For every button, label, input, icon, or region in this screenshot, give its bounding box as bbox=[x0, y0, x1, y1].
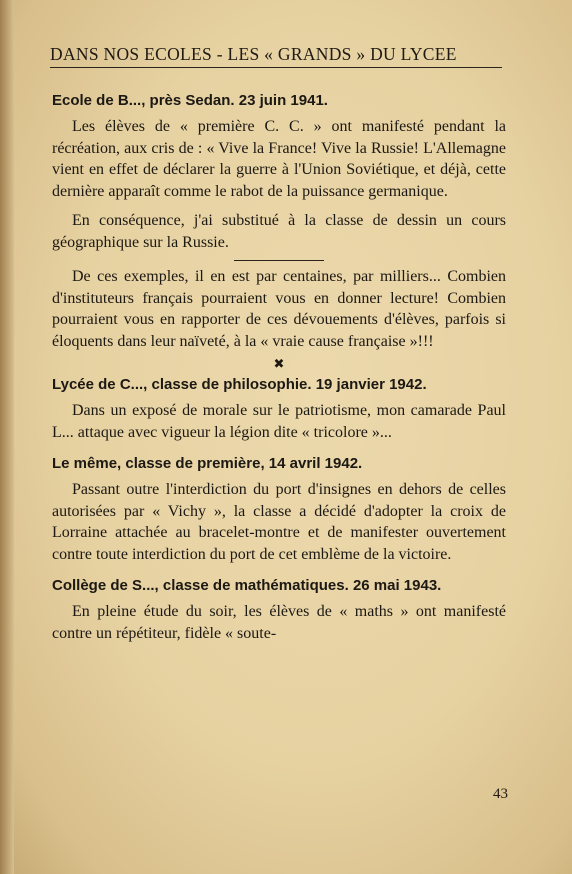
page-body bbox=[52, 90, 506, 644]
paragraph-sedan-2: En conséquence, j'ai substitué à la classe de dessin un cours géographique sur la Russie. bbox=[52, 212, 506, 251]
section-heading-philosophie: Lycée de C..., classe de philosophie. 19 janvier 1942. bbox=[52, 376, 427, 393]
page-number: 43 bbox=[493, 786, 508, 802]
running-header: DANS NOS ECOLES - LES « GRANDS » DU LYCEE bbox=[50, 44, 502, 68]
section-heading-sedan: Ecole de B..., près Sedan. 23 juin 1941. bbox=[52, 92, 328, 109]
section-heading-premiere: Le même, classe de première, 14 avril 1942. bbox=[52, 455, 363, 472]
section-divider-rule bbox=[234, 260, 324, 261]
paragraph-mathematiques: En pleine étude du soir, les élèves de « maths » ont manifesté contre un répétiteur, fidèle « soute- bbox=[52, 603, 506, 642]
commentary-paragraph: De ces exemples, il en est par centaines, par milliers... Combien d'instituteurs français pourraient vous en donner lecture! Combien pourraient vous en rapporter de ces dévouements d'élèves, parfois si éloquents dans leur naïveté, à la « vraie cause française »!!! bbox=[52, 268, 506, 350]
page-binding-edge bbox=[0, 0, 14, 874]
paragraph-philosophie: Dans un exposé de morale sur le patriotisme, mon camarade Paul L... attaque avec vigueur la légion dite « tricolore »... bbox=[52, 402, 506, 441]
star-separator-icon: ✖ bbox=[273, 357, 285, 372]
section-heading-mathematiques: Collège de S..., classe de mathématiques. 26 mai 1943. bbox=[52, 577, 442, 594]
paragraph-premiere: Passant outre l'interdiction du port d'insignes en dehors de celles autorisées par « Vichy », la classe a décidé d'adopter la croix de Lorraine attachée au bracelet-montre et de manifester ouvertement contre toute interdiction du port de cet emblème de la victoire. bbox=[52, 481, 506, 563]
paragraph-sedan-1: Les élèves de « première C. C. » ont manifesté pendant la récréation, aux cris de : « Vive la France! Vive la Russie! L'Allemagne vient en effet de déclarer la guerre à l'Union Soviétique, et déjà, cette dernière apparaît comme le rabot de la puissance germanique. bbox=[52, 118, 506, 200]
